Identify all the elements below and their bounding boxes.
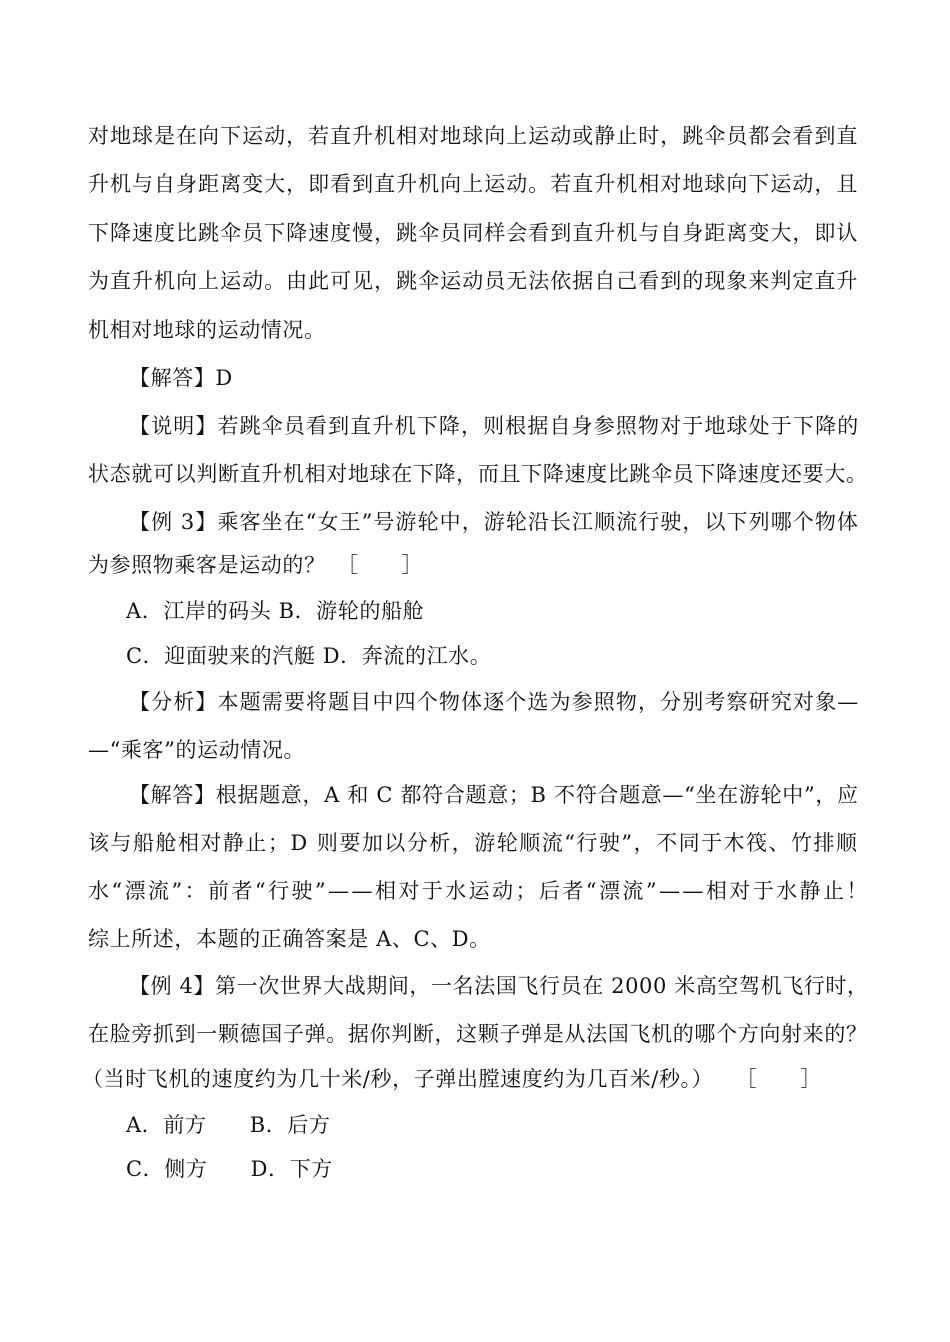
explanation-line: 【说明】若跳伞员看到直升机下降，则根据自身参照物对于地球处于下降的 — [129, 414, 860, 438]
option-line: C．迎面驶来的汽艇 D．奔流的江水。 — [126, 644, 492, 668]
example-4-question: （当时飞机的速度约为几十米/秒，子弹出膛速度约为几百米/秒。） ［ ］ — [82, 1067, 822, 1091]
example-3-question: 为参照物乘客是运动的？ ［ ］ — [88, 553, 424, 577]
answer-line: 【解答】根据题意，A 和 C 都符合题意；B 不符合题意—“坐在游轮中”，应 — [129, 783, 859, 807]
analysis-line: 【分析】本题需要将题目中四个物体逐个选为参照物，分别考察研究对象— — [129, 690, 860, 714]
analysis-line: —“乘客”的运动情况。 — [88, 738, 306, 762]
paragraph-line: 机相对地球的运动情况。 — [88, 318, 326, 342]
answer-line: 该与船舱相对静止；D 则要加以分析，游轮顺流“行驶”，不同于木筏、竹排顺 — [88, 831, 859, 855]
example-4-question: 【例 4】第一次世界大战期间，一名法国飞行员在 2000 米高空驾机飞行时， — [129, 974, 869, 998]
example-4-question: 在脸旁抓到一颗德国子弹。据你判断，这颗子弹是从法国飞机的哪个方向射来的？ — [88, 1022, 868, 1046]
answer-line: 综上所述，本题的正确答案是 A、C、D。 — [88, 927, 491, 951]
answer-line: 水“漂流”：前者“行驶”——相对于水运动；后者“漂流”——相对于水静止！ — [88, 879, 870, 903]
explanation-line: 状态就可以判断直升机相对地球在下降，而且下降速度比跳伞员下降速度还要大。 — [88, 462, 868, 486]
option-line: C．侧方 D．下方 — [126, 1157, 333, 1181]
option-line: A．江岸的码头 B．游轮的船舱 — [126, 599, 425, 623]
paragraph-line: 对地球是在向下运动，若直升机相对地球向上运动或静止时，跳伞员都会看到直 — [88, 124, 859, 148]
paragraph-line: 为直升机向上运动。由此可见，跳伞运动员无法依据自己看到的现象来判定直升 — [88, 269, 859, 293]
example-3-question: 【例 3】乘客坐在“女王”号游轮中，游轮沿长江顺流行驶，以下列哪个物体 — [129, 510, 859, 534]
paragraph-line: 下降速度比跳伞员下降速度慢，跳伞员同样会看到直升机与自身距离变大，即认 — [88, 221, 859, 245]
answer-label: 【解答】D — [129, 366, 233, 390]
option-line: A．前方 B．后方 — [126, 1113, 331, 1137]
paragraph-line: 升机与自身距离变大，即看到直升机向上运动。若直升机相对地球向下运动，且 — [88, 172, 859, 196]
